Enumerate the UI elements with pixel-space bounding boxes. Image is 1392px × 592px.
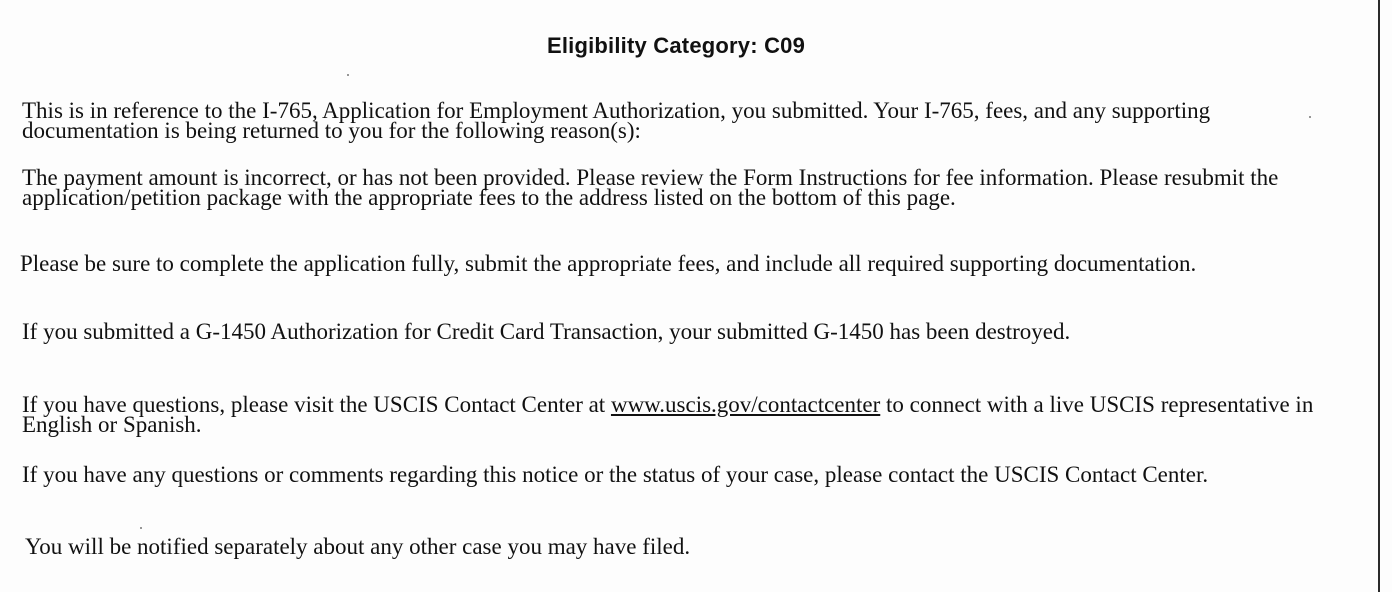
page-title: Eligibility Category: C09 [546,33,806,58]
paragraph-g1450-destroyed: If you submitted a G-1450 Authorization for Credit Card Transaction, your submitted G-1450 has been destroyed. [22,319,1071,344]
paragraph-questions-contact: If you have any questions or comments regarding this notice or the status of your case, please contact the USCIS Contact Center. [22,462,1209,487]
paragraph-contact-center-visit [22,392,1342,437]
paragraph-complete-application: Please be sure to complete the application fully, submit the appropriate fees, and include all required supporting documentation. [20,251,1197,276]
paragraph-payment-reason: The payment amount is incorrect, or has not been provided. Please review the Form Instructions for fee information. Please resubmit the application/petition package with the appropriate fees to the address listed on the bottom of this page. [22,165,1279,210]
contact-text-after: to connect with a live USCIS representative in English or Spanish. [22,392,1314,437]
page-edge-line [1378,0,1380,592]
contact-center-link[interactable]: www.uscis.gov/contactcenter [610,392,881,417]
scan-speck [140,527,142,529]
scan-speck [347,74,349,76]
paragraph-separate-notification: You will be notified separately about any other case you may have filed. [25,534,691,559]
paragraph-reference: This is in reference to the I-765, Application for Employment Authorization, you submitted. Your I-765, fees, and any supporting documentation is being returned to you for the following reason(s): [22,98,1211,143]
contact-text-before: If you have questions, please visit the USCIS Contact Center at [22,392,611,417]
